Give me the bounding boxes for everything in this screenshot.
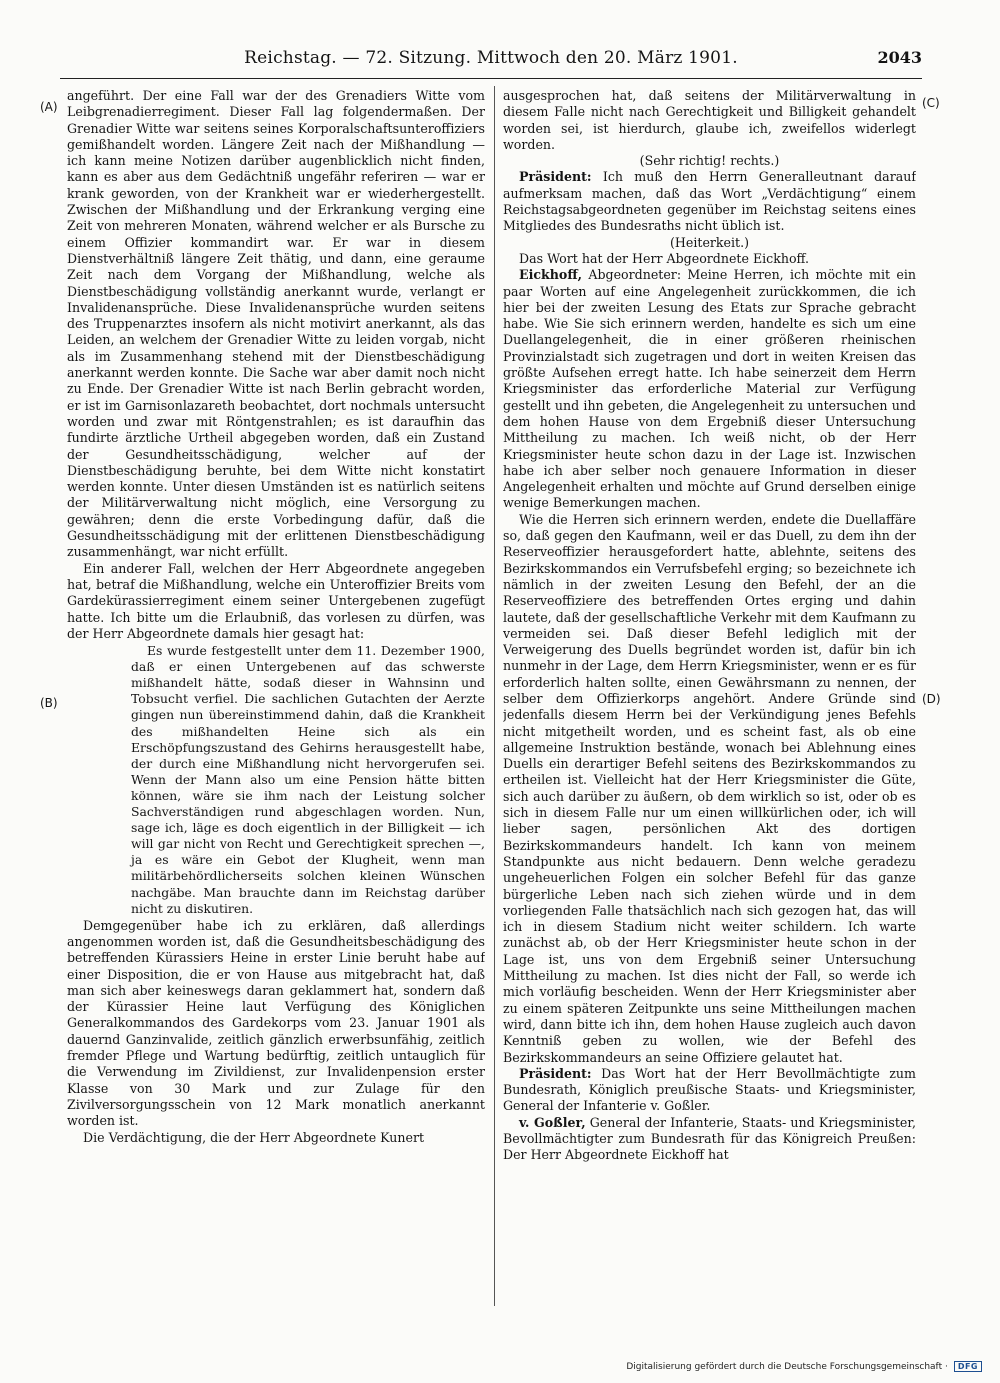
paragraph: Wie die Herren sich erinnern werden, endete die Duellaffäre so, daß gegen den Kaufmann, weil er das Duell, zu dem ihn der Reserveoffizier herausgefordert hatte, ablehnte, seitens des Bezirkskommandos ein Verrufsbefehl erging; so bezeichnete ich nämlich in der zweiten Lesung den Befehl, der an die Reserveoffiziere des betreffenden Ortes erging und dahin lautete, daß der gesellschaftliche Verkehr mit dem Kaufmann zu vermeiden sei. Daß dieser Befehl lediglich mit der Verweigerung des Duells begründet worden ist, dafür bin ich nunmehr in der Lage, dem Herrn Kriegsminister, wenn er es für erforderlich halten sollte, einen Gewährsmann zu nennen, der selber dem Offizierkorps angehört. Andere Gründe sind jedenfalls diesem Herrn bei der Verkündigung jenes Befehls nicht mitgetheilt worden, und es scheint fast, als ob eine allgemeine Instruktion bestände, wonach bei Ablehnung eines Duells ein derartiger Befehl seitens des Bezirkskommandos zu ertheilen ist. Vielleicht hat der Herr Kriegsminister die Güte, sich auch darüber zu äußern, ob dem wirklich so ist, oder ob es sich in diesem Falle nur um einen willkürlichen oder, ich will lieber sagen, persönlichen Akt des dortigen Bezirkskommandeurs handelt. Ich kann von meinem Standpunkte aus nicht bedauern. Denn welche geradezu ungeheuerlichen Folgen ein solcher Befehl für das ganze bürgerliche Leben nach sich ziehen würde und in dem vorliegenden Falle thatsächlich nach sich gezogen hat, das will ich in diesem Stadium nicht weiter schildern. Ich warte zunächst ab, ob der Herr Kriegsminister heute schon in der Lage ist, uns von dem Ergebniß seiner Untersuchung Mittheilung zu machen. Ist dies nicht der Fall, so werde ich mich vorläufig bescheiden. Wenn der Herr Kriegsminister aber zu einem späteren Zeitpunkte uns seine Mittheilungen machen wird, dann bitte ich ihn, dem hohen Hause zugleich auch davon Kenntniß geben zu wollen, wie der Befehl des Bezirkskommandeurs an seine Offiziere gelautet hat.	[503, 511, 916, 1065]
speaker-name: Eickhoff,	[519, 267, 583, 283]
speech-text: Abgeordneter: Meine Herren, ich möchte mit ein paar Worten auf eine Angelegenheit zurückkommen, die ich hier bei der zweiten Lesung des Etats zur Sprache gebracht habe. Wie Sie sich erinnern werden, handelte es sich um eine Duellangelegenheit, die in einer größeren rheinischen Provinzialstadt sich zugetragen und dort in weiten Kreisen das größte Aufsehen erregt hatte. Ich habe seinerzeit dem Herrn Kriegsminister das erforderliche Material zur Verfügung gestellt und ihn gebeten, die Angelegenheit zu untersuchen und dem hohen Hause von dem Ergebniß dieser Untersuchung Mittheilung zu machen. Ich weiß nicht, ob der Herr Kriegsminister heute schon dazu in der Lage ist. Inzwischen habe ich aber selber noch genauere Information in dieser Angelegenheit erhalten und möchte auf Grund derselben einige wenige Bemerkungen machen.	[503, 267, 916, 511]
dfg-logo: DFG	[954, 1361, 982, 1372]
speech-text: General der Infanterie, Staats- und Kriegsminister, Bevollmächtigter zum Bundesrath für das Königreich Preußen: Der Herr Abgeordnete Eickhoff hat	[503, 1114, 916, 1163]
funding-credit: Digitalisierung gefördert durch die Deutsche Forschungsgemeinschaft ·	[626, 1361, 948, 1372]
speech-paragraph	[503, 267, 916, 511]
reaction-note: (Sehr richtig! rechts.)	[639, 153, 780, 169]
speaker-name: Präsident:	[519, 169, 592, 185]
block-quote: Es wurde festgestellt unter dem 11. Dezember 1900, daß er einen Untergebenen auf das schwerste mißhandelt hätte, sodaß dieser in Wahnsinn und Tobsucht verfiel. Die sachlichen Gutachten der Aerzte gingen nun übereinstimmend dahin, daß die Krankheit des mißhandelten Heine sich als ein Erschöpfungszustand des Gehirns herausgestellt habe, der durch eine Mißhandlung nicht hervorgerufen sei. Wenn der Mann also um eine Pension hätte bitten können, wäre sie ihm nach der Leistung solcher Sachverständigen rund abgeschlagen worden. Nun, sage ich, läge es doch eigentlich in der Billigkeit — ich will gar nicht von Recht und Gerechtigkeit sprechen —, ja es wäre ein Gebot der Klugheit, wenn man militärbehördlicherseits solchen kleinen Wünschen nachgäbe. Man brauchte dann im Reichstag darüber nicht zu diskutiren.	[131, 643, 485, 916]
digitization-footer	[626, 1361, 982, 1372]
paragraph: Ein anderer Fall, welchen der Herr Abgeordnete angegeben hat, betraf die Mißhandlung, welche ein Unteroffizier Breits vom Gardekürassierregiment einem seiner Untergebenen zugefügt hatte. Ich bitte um die Erlaubniß, das vorlesen zu dürfen, was der Herr Abgeordnete damals hier gesagt hat:	[67, 560, 485, 641]
reaction-note: (Heiterkeit.)	[670, 234, 749, 250]
page-number: 2043	[877, 48, 922, 67]
paragraph: ausgesprochen hat, daß seitens der Militärverwaltung in diesem Falle nicht nach Gerechtigkeit und Billigkeit gehandelt worden sei, ist hierdurch, glaube ich, zweifellos widerlegt worden.	[503, 88, 916, 152]
left-column	[67, 88, 485, 1306]
margin-marker-c: (C)	[922, 96, 940, 110]
right-column	[503, 88, 916, 1306]
speech-paragraph	[503, 169, 916, 234]
column-divider	[494, 86, 495, 1306]
margin-marker-d: (D)	[922, 692, 941, 706]
speech-text: Das Wort hat der Herr Bevollmächtigte zum Bundesrath, Königlich preußische Staats- und Kriegsminister, General der Infanterie v. Goßler.	[503, 1065, 916, 1114]
margin-marker-b: (B)	[40, 696, 58, 710]
paragraph: Die Verdächtigung, die der Herr Abgeordnete Kunert	[83, 1129, 425, 1145]
speech-paragraph	[503, 1066, 916, 1115]
paragraph: Das Wort hat der Herr Abgeordnete Eickhoff.	[519, 250, 810, 266]
running-title: Reichstag. — 72. Sitzung. Mittwoch den 20. März 1901.	[244, 48, 738, 68]
speech-text: Ich muß den Herrn Generalleutnant darauf aufmerksam machen, daß das Wort „Verdächtigung“ einem Reichstagsabgeordneten gegenüber im Reichstag seitens eines Mitgliedes des Bundesraths nicht üblich ist.	[503, 169, 916, 234]
speaker-name: v. Goßler,	[519, 1114, 586, 1130]
margin-marker-a: (A)	[40, 100, 58, 114]
paragraph: Demgegenüber habe ich zu erklären, daß allerdings angenommen worden ist, daß die Gesundheitsbeschädigung des betreffenden Kürassiers Heine in erster Linie beruht habe auf einer Disposition, die er von Hause aus mitgebracht hat, daß man sich aber keineswegs daran geklammert hat, sondern daß der Kürassier Heine laut Verfügung des Königlichen Generalkommandos des Gardekorps vom 23. Januar 1901 als dauernd Ganzinvalide, zeitlich gänzlich erwerbsunfähig, zeitlich fremder Pflege und Wartung bedürftig, zeitlich untauglich für die Verwendung im Zivildienst, zur Invalidenpension erster Klasse von 30 Mark und zur Zulage für den Zivilversorgungsschein von 12 Mark monatlich anerkannt worden ist.	[67, 917, 485, 1129]
speaker-name: Präsident:	[519, 1065, 592, 1081]
paragraph: angeführt. Der eine Fall war der des Grenadiers Witte vom Leibgrenadierregiment. Dieser Fall lag folgendermaßen. Der Grenadier Witte war seitens seines Korporalschaftsunteroffiziers gemißhandelt worden. Längere Zeit nach der Mißhandlung — ich kann meine Notizen darüber augenblicklich nicht finden, kann es aber aus dem Gedächtniß ungefähr referiren — war er krank geworden, von der Krankheit war er wiederhergestellt. Zwischen der Mißhandlung und der Erkrankung verging eine Zeit von mehreren Monaten, während welcher er als Bursche zu einem Offizier kommandirt war. Er war in diesem Dienstverhältniß längere Zeit thätig, und dann, eine geraume Zeit nach dem Vorgang der Mißhandlung, welche als Dienstbeschädigung vollständig anerkannt wurde, verlangt er Invalidenansprüche. Diese Invalidenansprüche wurden seitens des Truppenarztes insofern als nicht motivirt anerkannt, als das Leiden, an welchem der Grenadier Witte zu leiden vorgab, nicht als im Zusammenhang stehend mit der Dienstbeschädigung anerkannt werden konnte. Die Sache war aber damit noch nicht zu Ende. Der Grenadier Witte ist nach Berlin gebracht worden, er ist im Garnisonlazareth beobachtet, dort nochmals untersucht worden und zwar mit Röntgenstrahlen; es ist daraufhin das fundirte ärztliche Urtheil abgegeben worden, daß ein Zustand der Gesundheitsschädigung, welcher auf der Dienstbeschädigung beruhte, bei dem Witte nicht konstatirt werden konnte. Unter diesen Umständen ist es natürlich seitens der Militärverwaltung nicht möglich, eine Versorgung zu gewähren; denn die erste Vorbedingung dafür, daß die Gesundheitsschädigung mit der erlittenen Dienstbeschädigung zusammenhängt, war nicht erfüllt.	[67, 88, 485, 560]
speech-paragraph	[503, 1115, 916, 1164]
page-header	[60, 48, 922, 79]
